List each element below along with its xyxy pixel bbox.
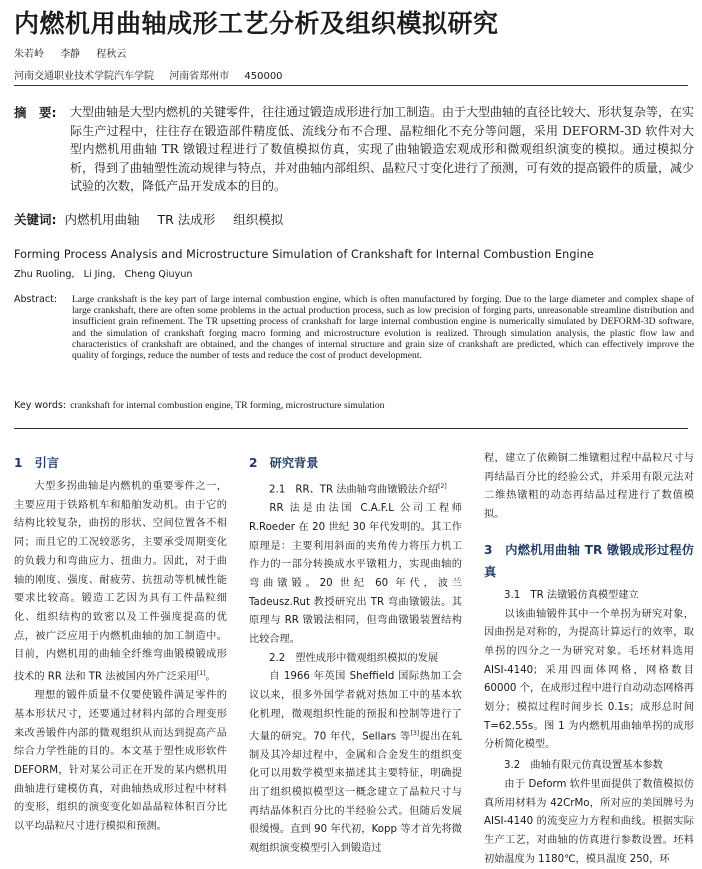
author-3: 程秋云 [96,49,127,60]
subsection-3-1-heading: 3.1 TR 法镦锻仿真模型建立 [504,589,639,601]
keywords-label: 关键词: [14,212,57,227]
author-2: 李静 [60,49,81,60]
english-keywords [14,400,384,411]
english-keywords-text: crankshaft for internal combustion engine, TR forming, microstructure simulation [70,400,385,411]
abstract-text: 大型曲轴是大型内燃机的关键零件，往往通过锻造成形进行加工制造。由于大型曲轴的直径比较大、形状复杂等，在实际生产过程中，往往存在锻造部件精度低、流线分布不合理、晶粒细化不充分等问题，采用 DEFORM-3D 软件对大型内燃机用曲轴 TR 镦锻过程进行了数值模拟仿真，实现了曲轴锻造宏观成形和微观组织演变的模拟。通过模拟分析，得到了曲轴塑性流动规律与特点，并对曲轴内部组织、晶粒尺寸变化进行了预测，可有效的提高锻件的质量，减少试验的次数，降低产品开发成本的目的。 [70,105,695,193]
affiliation [14,67,295,82]
authors [14,45,139,60]
keyword-2: TR 法成形 [157,212,216,227]
affiliation-location: 河南省郑州市 [169,71,230,82]
section-1-paragraph-1: 大型多拐曲轴是内燃机的重要零件之一，主要应用于铁路机车和船舶发动机。由于它的结构比较复杂，曲拐的形状、空间位置各不相同；而且它的工况较恶劣，主要承受周期变化的负载力和弯曲应力、扭曲力。因此，对于曲轴的刚度、强度、耐疲劳、抗扭动等机械性能要求比较高。锻造工艺因为具有工件晶粒细化、组织结构的致密以及工件强度提高的优点，被广泛应用于内燃机曲轴的加工制造中。目前，内燃机用的曲轴全纤维弯曲锻模锻成形技术的 RR 法和 TR 法被国内外广泛采用[1]。 [14,481,227,683]
english-keywords-label: Key words: [14,400,67,411]
body-column-3 [484,450,694,869]
affiliation-institute: 河南交通职业技术学院汽车学院 [14,71,154,82]
subsection-2-1-paragraph: RR 法是由法国 C.A.F.L 公司工程师 R.Roeder 在 20 世纪 30 年代发明的。其工作原理是：主要利用斜面的夹角传力将压力机工作力的一部分转换成水平镦粗力，实现曲轴的弯曲镦锻。20 世纪 60 年代，波兰 Tadeusz.Rut 教授研究出 TR 弯曲镦锻法。其原理与 RR 镦锻法相同，但弯曲镦锻装置结构比较合理。 [249,503,462,646]
abstract-divider [14,428,688,429]
keyword-3: 组织模拟 [233,212,284,227]
affiliation-postcode: 450000 [244,71,283,82]
section-3-heading: 3 内燃机用曲轴 TR 镦锻成形过程仿真 [484,542,694,579]
subsection-3-2-paragraph: 由于 Deform 软件里面提供了数值模拟仿真所用材料为 42CrMo，所对应的美国牌号为 AISI-4140 的流变应力方程和曲线。根据实际生产工艺，对曲轴的仿真进行参数设置。坯料初始温度为 1180℃，模具温度 250，环 [484,778,694,865]
section-2-heading: 2 研究背景 [249,456,319,470]
keywords [14,210,297,228]
english-title: Forming Process Analysis and Microstructure Simulation of Crankshaft for Internal Combustion Engine [14,248,594,261]
english-author-3: Cheng Qiuyun [124,269,193,280]
english-abstract-label: Abstract: [14,294,58,305]
english-authors [14,269,198,280]
subsection-2-2-heading: 2.2 塑性成形中微观组织模拟的发展 [269,652,439,664]
subsection-3-1-paragraph: 以该曲轴锻件其中一个单拐为研究对象，因曲拐是对称的，为提高计算运行的效率，取单拐的四分之一为研究对象。毛坯材料选用 AISI-4140；采用四面体网格，网格数目 60000 个，在成形过程中进行自动动态网格再划分；模拟过程时间步长 0.1s；成形总时间 T=62.55s。图 1 为内燃机用曲轴单拐的成形分析简化模型。 [484,608,694,751]
citation-1: [1] [197,670,206,678]
subsection-2-1-heading: 2.1 RR、TR 法曲轴弯曲镦锻法介绍[2] [269,483,447,496]
english-abstract-text: Large crankshaft is the key part of large internal combustion engine, which is often manufactured by forging. Due to the large diameter and complex shape of large crankshaft, there are often some problems in the actual production process, such as low precision of forging parts, unreasonable streamline distribution and insufficient grain refinement. The TR upsetting process of crankshaft for large internal combustion engine is numerically simulated by DEFORM-3D software, and the simulation of crankshaft forging macro forming and microstructure evolution is realized. Through simulation analysis, the plastic flow law and characteristics of crankshaft are obtained, and the changes of internal structure and grain size of crankshaft are predicted, which can effectively improve the quality of forgings, reduce the number of tests and reduce the cost of product development. [72,294,694,362]
abstract-label: 摘 要: [14,105,57,120]
header-divider [14,85,688,86]
section-1-paragraph-2: 理想的锻件质量不仅要使锻件满足零件的基本形状尺寸，还要通过材料内部的合理变形来改善锻件内部的微观组织从而达到提高产品综合力学性能的目的。本文基于塑性成形软件 DEFORM，针对某公司正在开发的某内燃机用曲轴进行建模仿真，对曲轴热成形过程中材料的变形，组织的演变变化如晶晶粒体积百分比以平均晶粒尺寸进行模拟和预测。 [14,690,227,833]
english-abstract-block [14,294,694,361]
section-1-heading: 1 引言 [14,456,60,470]
subsection-3-2-heading: 3.2 曲轴有限元仿真设置基本参数 [504,760,663,772]
citation-3: [3] [410,729,420,737]
subsection-2-2-paragraph: 自 1966 年英国 Sheffield 国际热加工会议以来，很多外国学者就对热加工中的基本软化机理，微观组织性能的预报和控制等进行了大量的研究。70 年代，Sellars 等[3]提出在轧制及其冷却过程中，金属和合金发生的组织变化可以用数学模型来描述其主要特征，明确提出了组织模拟模型这一概念建立了晶粒尺寸与再结晶体积百分比的半经验公式。但随后发展很缓慢。直到 90 年代初，Kopp 等才首先将微观组织演变模型引入到锻造过 [249,671,462,855]
body-column-1 [14,452,227,837]
keyword-1: 内燃机用曲轴 [64,212,140,227]
body-column-2 [249,452,462,859]
column-3-continuation: 程，建立了依赖铜二维镦粗过程中晶粒尺寸与再结晶百分比的经验公式，并采用有限元法对二维热镦粗的动态再结晶过程进行了数值模拟。 [484,453,694,521]
paper-title: 内燃机用曲轴成形工艺分析及组织模拟研究 [14,9,499,38]
citation-2: [2] [438,483,447,490]
abstract-block [14,103,694,196]
english-author-1: Zhu Ruoling, [14,269,75,280]
english-author-2: Li Jing, [83,269,116,280]
author-1: 朱若岭 [14,49,44,60]
